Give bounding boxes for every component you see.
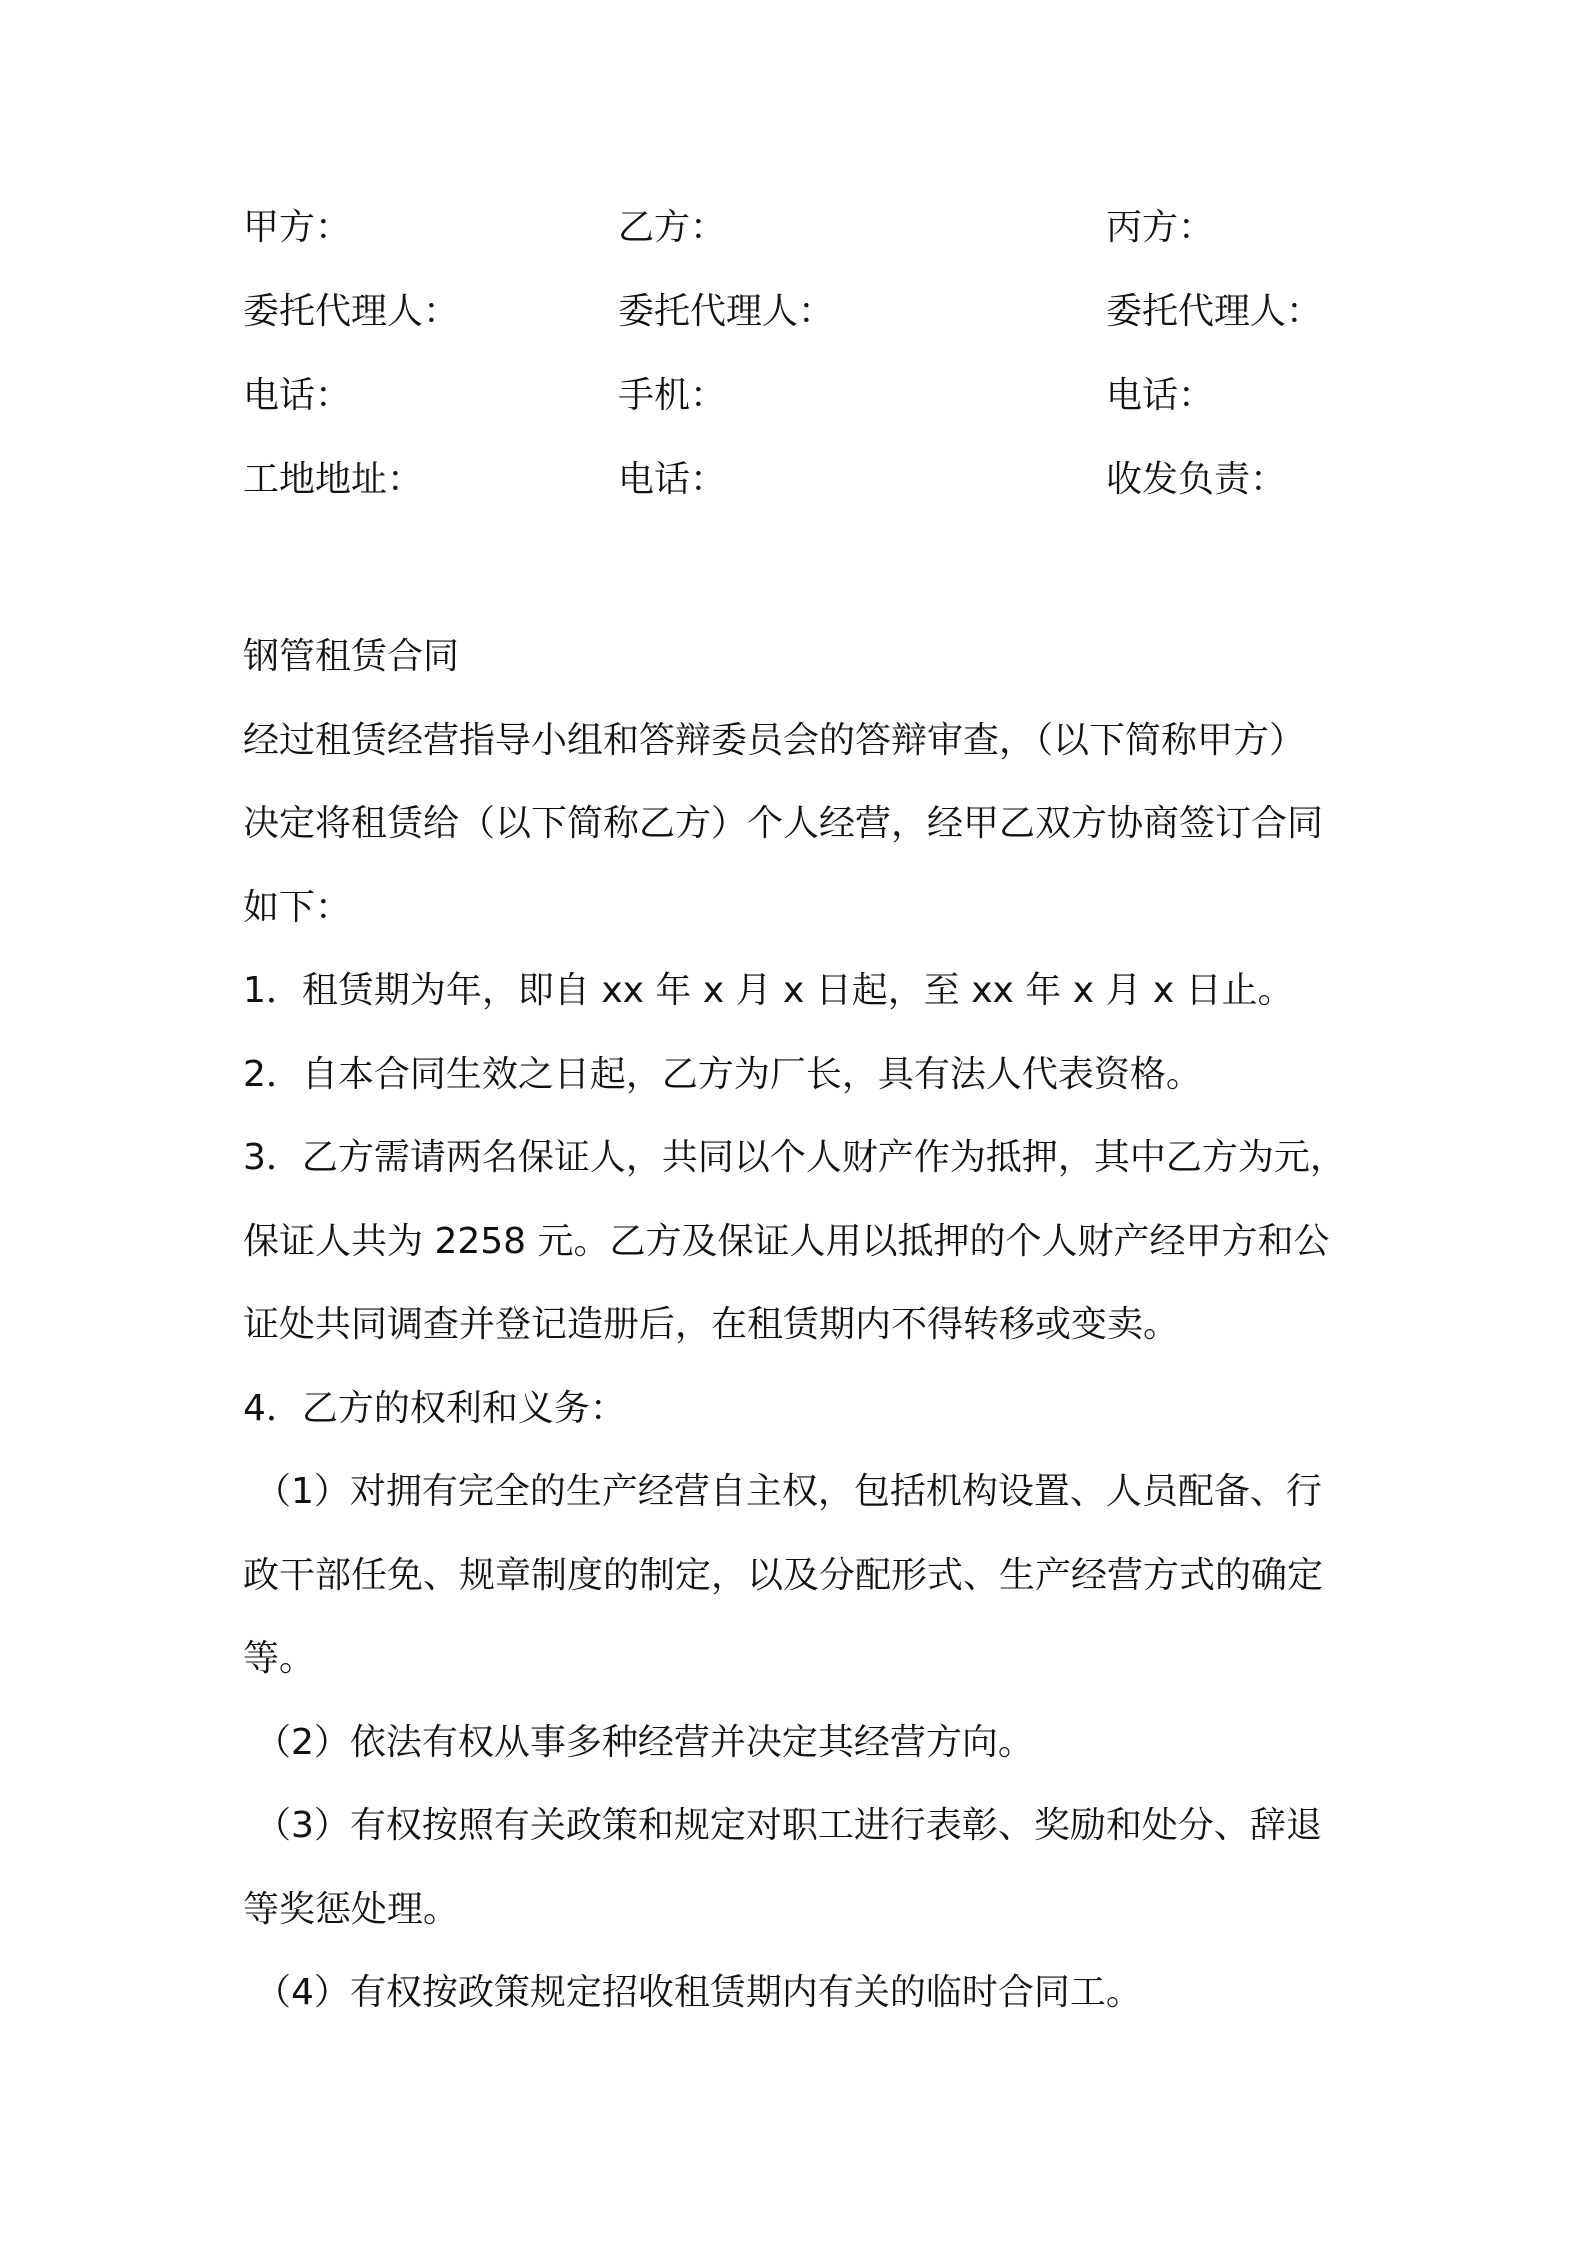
contract-line: 保证人共为 2258 元。乙方及保证人用以抵押的个人财产经甲方和公 xyxy=(243,1220,1330,1262)
party-row-phone xyxy=(243,366,1393,450)
party-b-mobile: 手机： xyxy=(618,375,727,416)
party-c-label: 丙方： xyxy=(1106,207,1215,248)
party-a-site-address: 工地地址： xyxy=(243,459,424,500)
party-b-agent: 委托代理人： xyxy=(618,291,835,332)
contract-clause-3: 3．乙方需请两名保证人，共同以个人财产作为抵押，其中乙方为元， xyxy=(243,1137,1346,1178)
contract-title: 钢管租赁合同 xyxy=(243,636,460,677)
contract-line: 政干部任免、规章制度的制定，以及分配形式、生产经营方式的确定 xyxy=(243,1554,1324,1596)
party-a-phone: 电话： xyxy=(243,375,352,416)
party-a-agent: 委托代理人： xyxy=(243,291,460,332)
party-c-receiver: 收发负责： xyxy=(1106,459,1287,500)
contract-line: 等。 xyxy=(243,1638,316,1679)
contract-line: 决定将租赁给（以下简称乙方）个人经营，经甲乙双方协商签订合同 xyxy=(243,803,1324,844)
party-row-address xyxy=(243,450,1393,534)
party-row-title xyxy=(243,198,1393,282)
contract-clause-4: 4．乙方的权利和义务： xyxy=(243,1387,626,1429)
contract-line: 经过租赁经营指导小组和答辩委员会的答辩审查，（以下简称甲方） xyxy=(243,719,1306,761)
contract-subclause-1: （1）对拥有完全的生产经营自主权，包括机构设置、人员配备、行 xyxy=(255,1471,1322,1512)
contract-clause-1: 1．租赁期为年，即自 xx 年 x 月 x 日起，至 xx 年 x 月 x 日止。 xyxy=(243,970,1294,1011)
contract-subclause-3: （3）有权按照有关政策和规定对职工进行表彰、奖励和处分、辞退 xyxy=(255,1805,1322,1846)
contract-subclause-2: （2）依法有权从事多种经营并决定其经营方向。 xyxy=(255,1721,1034,1763)
party-b-phone: 电话： xyxy=(618,459,727,500)
party-a-label: 甲方： xyxy=(243,207,352,248)
party-c-agent: 委托代理人： xyxy=(1106,291,1323,332)
party-b-label: 乙方： xyxy=(618,207,727,248)
contract-clause-2: 2．自本合同生效之日起，乙方为厂长，具有法人代表资格。 xyxy=(243,1053,1202,1095)
party-row-agent xyxy=(243,282,1393,366)
contract-line: 如下： xyxy=(243,886,352,928)
contract-line: 等奖惩处理。 xyxy=(243,1888,460,1930)
contract-subclause-4: （4）有权按政策规定招收租赁期内有关的临时合同工。 xyxy=(255,1972,1142,2013)
party-c-phone: 电话： xyxy=(1106,375,1215,416)
party-info-block xyxy=(243,198,1393,534)
contract-body xyxy=(243,615,1363,2035)
contract-line: 证处共同调查并登记造册后，在租赁期内不得转移或变卖。 xyxy=(243,1304,1180,1345)
